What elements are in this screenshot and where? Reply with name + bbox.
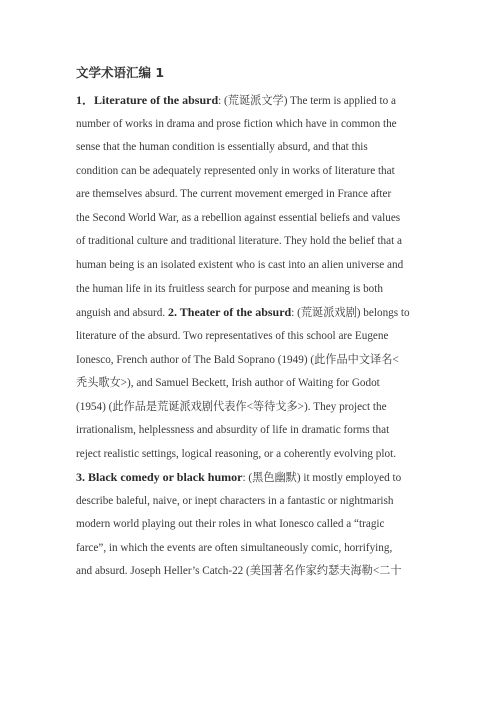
text-line	[76, 211, 421, 226]
line-text: human being is an isolated existent who is cast into an alien universe and	[76, 259, 404, 271]
line-text: farce”, in which the events are often simultaneously comic, horrifying,	[76, 542, 393, 554]
line-text: literature of the absurd. Two representatives of this school are Eugene	[76, 330, 389, 342]
text-line	[76, 353, 421, 368]
line-text: (1954) (此作品是荒诞派戏剧代表作<等待戈多>). They project the	[76, 401, 387, 413]
line-text: the Second World War, as a rebellion against essential beliefs and values	[76, 212, 401, 224]
text-line	[76, 258, 421, 273]
text-line	[76, 447, 421, 462]
text-line	[76, 470, 421, 486]
text-line	[76, 140, 421, 155]
text-line	[76, 187, 421, 202]
text-line	[76, 494, 421, 509]
document-title: 文学术语汇编 1	[76, 65, 165, 80]
line-text: 秃头歌女>), and Samuel Beckett, Irish author of Waiting for Godot	[76, 377, 380, 389]
line-text: irrationalism, helplessness and absurdity of life in dramatic forms that	[76, 424, 390, 436]
text-line	[76, 234, 421, 249]
line-text: : (荒诞派文学) The term is applied to a	[218, 95, 396, 107]
line-text: : (荒诞派戏剧) belongs to	[291, 307, 410, 319]
text-line	[76, 423, 421, 438]
text-line	[76, 305, 421, 321]
line-text: are themselves absurd. The current movement emerged in France after	[76, 188, 392, 200]
term-heading: Literature of the absurd	[94, 93, 219, 107]
text-line	[76, 517, 421, 532]
line-text: reject realistic settings, logical reasoning, or a coherently evolving plot.	[76, 448, 396, 460]
line-text: anguish and absurd.	[76, 307, 168, 319]
line-text: Ionesco, French author of The Bald Soprano (1949) (此作品中文译名<	[76, 354, 399, 366]
text-line	[76, 93, 421, 109]
text-line	[76, 400, 421, 415]
line-text: of traditional culture and traditional literature. They hold the belief that a	[76, 235, 402, 247]
line-text: : (黑色幽默) it mostly employed to	[242, 472, 402, 484]
term-heading: 3. Black comedy or black humor	[76, 470, 243, 484]
line-text: the human life in its fruitless search for purpose and meaning is both	[76, 283, 383, 295]
text-line	[76, 564, 421, 579]
line-text: modern world playing out their roles in what Ionesco called a “tragic	[76, 518, 385, 530]
text-line	[76, 376, 421, 391]
line-text: and absurd. Joseph Heller’s Catch-22 (美国著名作家约瑟夫海勒<二十	[76, 565, 402, 577]
line-text: sense that the human condition is essentially absurd, and that this	[76, 141, 368, 153]
text-line	[76, 282, 421, 297]
text-line	[76, 329, 421, 344]
line-text: number of works in drama and prose fiction which have in common the	[76, 118, 397, 130]
text-line	[76, 541, 421, 556]
line-text: condition can be adequately represented only in works of literature that	[76, 165, 395, 177]
term-heading: 2. Theater of the absurd	[167, 305, 292, 319]
term-number: 1．	[76, 93, 95, 107]
text-line	[76, 164, 421, 179]
line-text: describe baleful, naive, or inept characters in a fantastic or nightmarish	[76, 495, 394, 507]
text-line	[76, 117, 421, 132]
